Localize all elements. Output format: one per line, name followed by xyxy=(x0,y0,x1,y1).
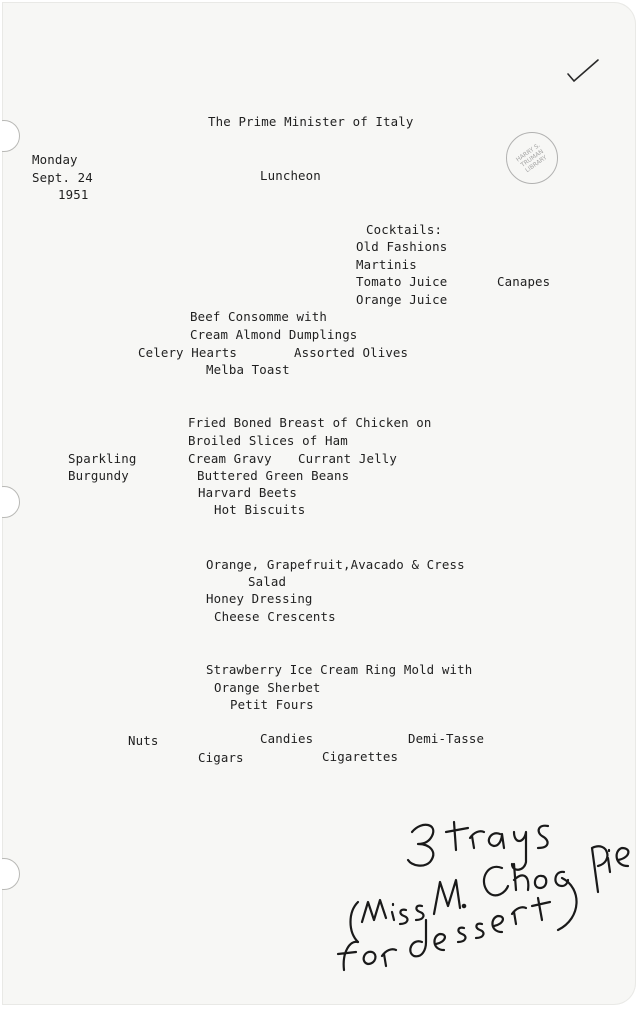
hot-biscuits: Hot Biscuits xyxy=(214,502,306,517)
cocktails-heading: Cocktails: xyxy=(366,222,443,237)
date-year: 1951 xyxy=(58,187,89,202)
nuts: Nuts xyxy=(128,733,159,748)
assorted-olives: Assorted Olives xyxy=(294,345,409,360)
soup-line1: Beef Consomme with xyxy=(190,309,327,324)
cocktail-item: Tomato Juice xyxy=(356,274,448,289)
honey-dressing: Honey Dressing xyxy=(206,591,313,606)
date-day: Monday xyxy=(32,152,78,167)
menu-page xyxy=(2,2,636,1005)
guest-title: The Prime Minister of Italy xyxy=(208,114,414,129)
cocktail-item: Old Fashions xyxy=(356,239,448,254)
melba-toast: Melba Toast xyxy=(206,362,290,377)
dessert-line2: Orange Sherbet xyxy=(214,680,321,695)
wine-line2: Burgundy xyxy=(68,468,129,483)
main-line2: Broiled Slices of Ham xyxy=(188,433,348,448)
handwritten-note xyxy=(2,2,636,1005)
meal-title: Luncheon xyxy=(260,168,321,183)
cocktail-item: Martinis xyxy=(356,257,417,272)
salad-line2: Salad xyxy=(248,574,287,589)
cigars: Cigars xyxy=(198,750,244,765)
cheese-crescents: Cheese Crescents xyxy=(214,609,336,624)
green-beans: Buttered Green Beans xyxy=(197,468,350,483)
wine-line1: Sparkling xyxy=(68,451,137,466)
stamp-text: HARRY S. TRUMAN LIBRARY xyxy=(514,141,549,174)
candies: Candies xyxy=(260,731,314,746)
cream-gravy: Cream Gravy xyxy=(188,451,272,466)
cocktail-item: Orange Juice xyxy=(356,292,448,307)
salad-line1: Orange, Grapefruit,Avacado & Cress xyxy=(206,557,465,572)
celery-hearts: Celery Hearts xyxy=(138,345,237,360)
harvard-beets: Harvard Beets xyxy=(198,485,297,500)
dessert-line3: Petit Fours xyxy=(230,697,314,712)
cigarettes: Cigarettes xyxy=(322,749,399,764)
soup-line2: Cream Almond Dumplings xyxy=(190,327,358,342)
demi-tasse: Demi-Tasse xyxy=(408,731,485,746)
currant-jelly: Currant Jelly xyxy=(298,451,397,466)
dessert-line1: Strawberry Ice Cream Ring Mold with xyxy=(206,662,473,677)
date-date: Sept. 24 xyxy=(32,170,93,185)
main-line1: Fried Boned Breast of Chicken on xyxy=(188,415,432,430)
canapes: Canapes xyxy=(497,274,551,289)
